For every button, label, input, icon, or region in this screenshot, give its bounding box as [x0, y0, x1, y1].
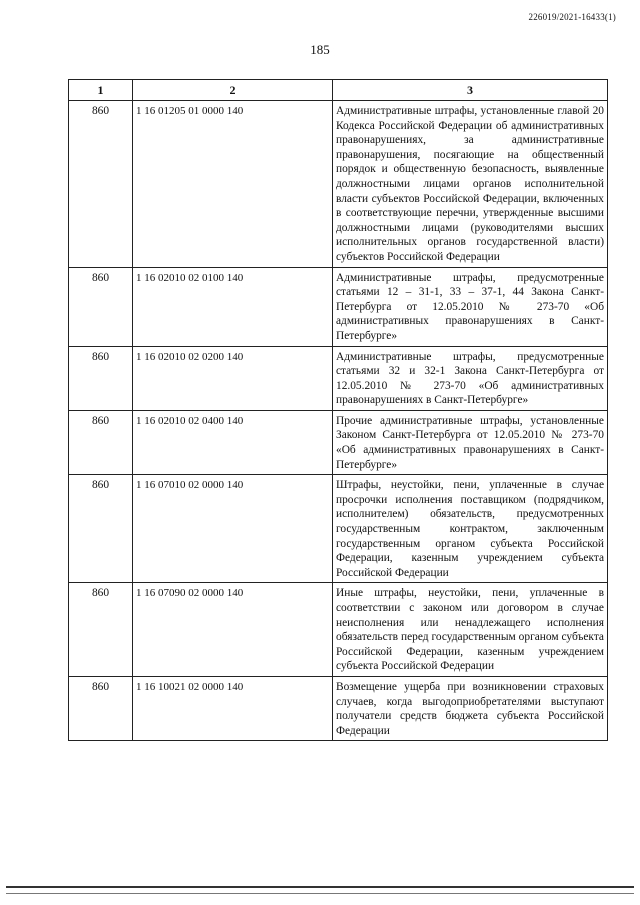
- revenue-code-cell: 1 16 02010 02 0100 140: [133, 267, 333, 346]
- admin-code-cell: 860: [69, 267, 133, 346]
- table-row: [69, 101, 608, 268]
- footer-divider: [6, 886, 634, 888]
- table-row: [69, 410, 608, 474]
- admin-code-cell: 860: [69, 676, 133, 740]
- admin-code-cell: 860: [69, 583, 133, 677]
- footer-divider-thin: [6, 893, 634, 894]
- description-cell: Возмещение ущерба при возникновении страховых случаев, когда выгодоприобретателями выступают получатели средств бюджета субъекта Российской Федерации: [333, 676, 608, 740]
- table-row: [69, 583, 608, 677]
- description-cell: Административные штрафы, предусмотренные статьями 12 – 31-1, 33 – 37-1, 44 Закона Санкт-Петербурга от 12.05.2010 № 273-70 «Об административных правонарушениях в Санкт-Петербурге»: [333, 267, 608, 346]
- table-row: [69, 676, 608, 740]
- document-id: 226019/2021-16433(1): [528, 12, 616, 22]
- admin-code-cell: 860: [69, 346, 133, 410]
- revenue-code-cell: 1 16 07090 02 0000 140: [133, 583, 333, 677]
- page-number: 185: [310, 42, 330, 57]
- admin-code-cell: 860: [69, 475, 133, 583]
- table-header-row: [69, 80, 608, 101]
- revenue-code-cell: 1 16 01205 01 0000 140: [133, 101, 333, 268]
- revenue-code-cell: 1 16 02010 02 0200 140: [133, 346, 333, 410]
- table-row: [69, 267, 608, 346]
- description-cell: Штрафы, неустойки, пени, уплаченные в случае просрочки исполнения поставщиком (подрядчиком, исполнителем) обязательств, предусмотренных государственным контрактом, заключенным государственным органом субъекта Российской Федерации, казенным учреждением субъекта Российской Федерации: [333, 475, 608, 583]
- column-header-3: 3: [333, 80, 608, 101]
- revenue-code-cell: 1 16 02010 02 0400 140: [133, 410, 333, 474]
- admin-code-cell: 860: [69, 101, 133, 268]
- description-cell: Иные штрафы, неустойки, пени, уплаченные в соответствии с законом или договором в случае неисполнения или ненадлежащего исполнения обязательств перед государственным органом субъекта Российской Федерации, казенным учреждением субъекта Российской Федерации: [333, 583, 608, 677]
- admin-code-cell: 860: [69, 410, 133, 474]
- table-row: [69, 475, 608, 583]
- description-cell: Прочие административные штрафы, установленные Законом Санкт-Петербурга от 12.05.2010 № 273-70 «Об административных правонарушениях в Санкт-Петербурге»: [333, 410, 608, 474]
- column-header-1: 1: [69, 80, 133, 101]
- description-cell: Административные штрафы, предусмотренные статьями 32 и 32-1 Закона Санкт-Петербурга от 12.05.2010 № 273-70 «Об административных правонарушениях в Санкт-Петербурге»: [333, 346, 608, 410]
- table-row: [69, 346, 608, 410]
- revenue-code-cell: 1 16 07010 02 0000 140: [133, 475, 333, 583]
- budget-code-table: [68, 79, 608, 741]
- description-cell: Административные штрафы, установленные главой 20 Кодекса Российской Федерации об административных правонарушениях, за административные правонарушения, посягающие на общественный порядок и общественную безопасность, выявленные должностными лицами органов исполнительной власти субъектов Российской Федерации, включенных в соответствующие перечни, утвержденные высшими должностными лицами (руководителями высших исполнительных органов государственной власти) субъектов Российской Федерации: [333, 101, 608, 268]
- column-header-2: 2: [133, 80, 333, 101]
- revenue-code-cell: 1 16 10021 02 0000 140: [133, 676, 333, 740]
